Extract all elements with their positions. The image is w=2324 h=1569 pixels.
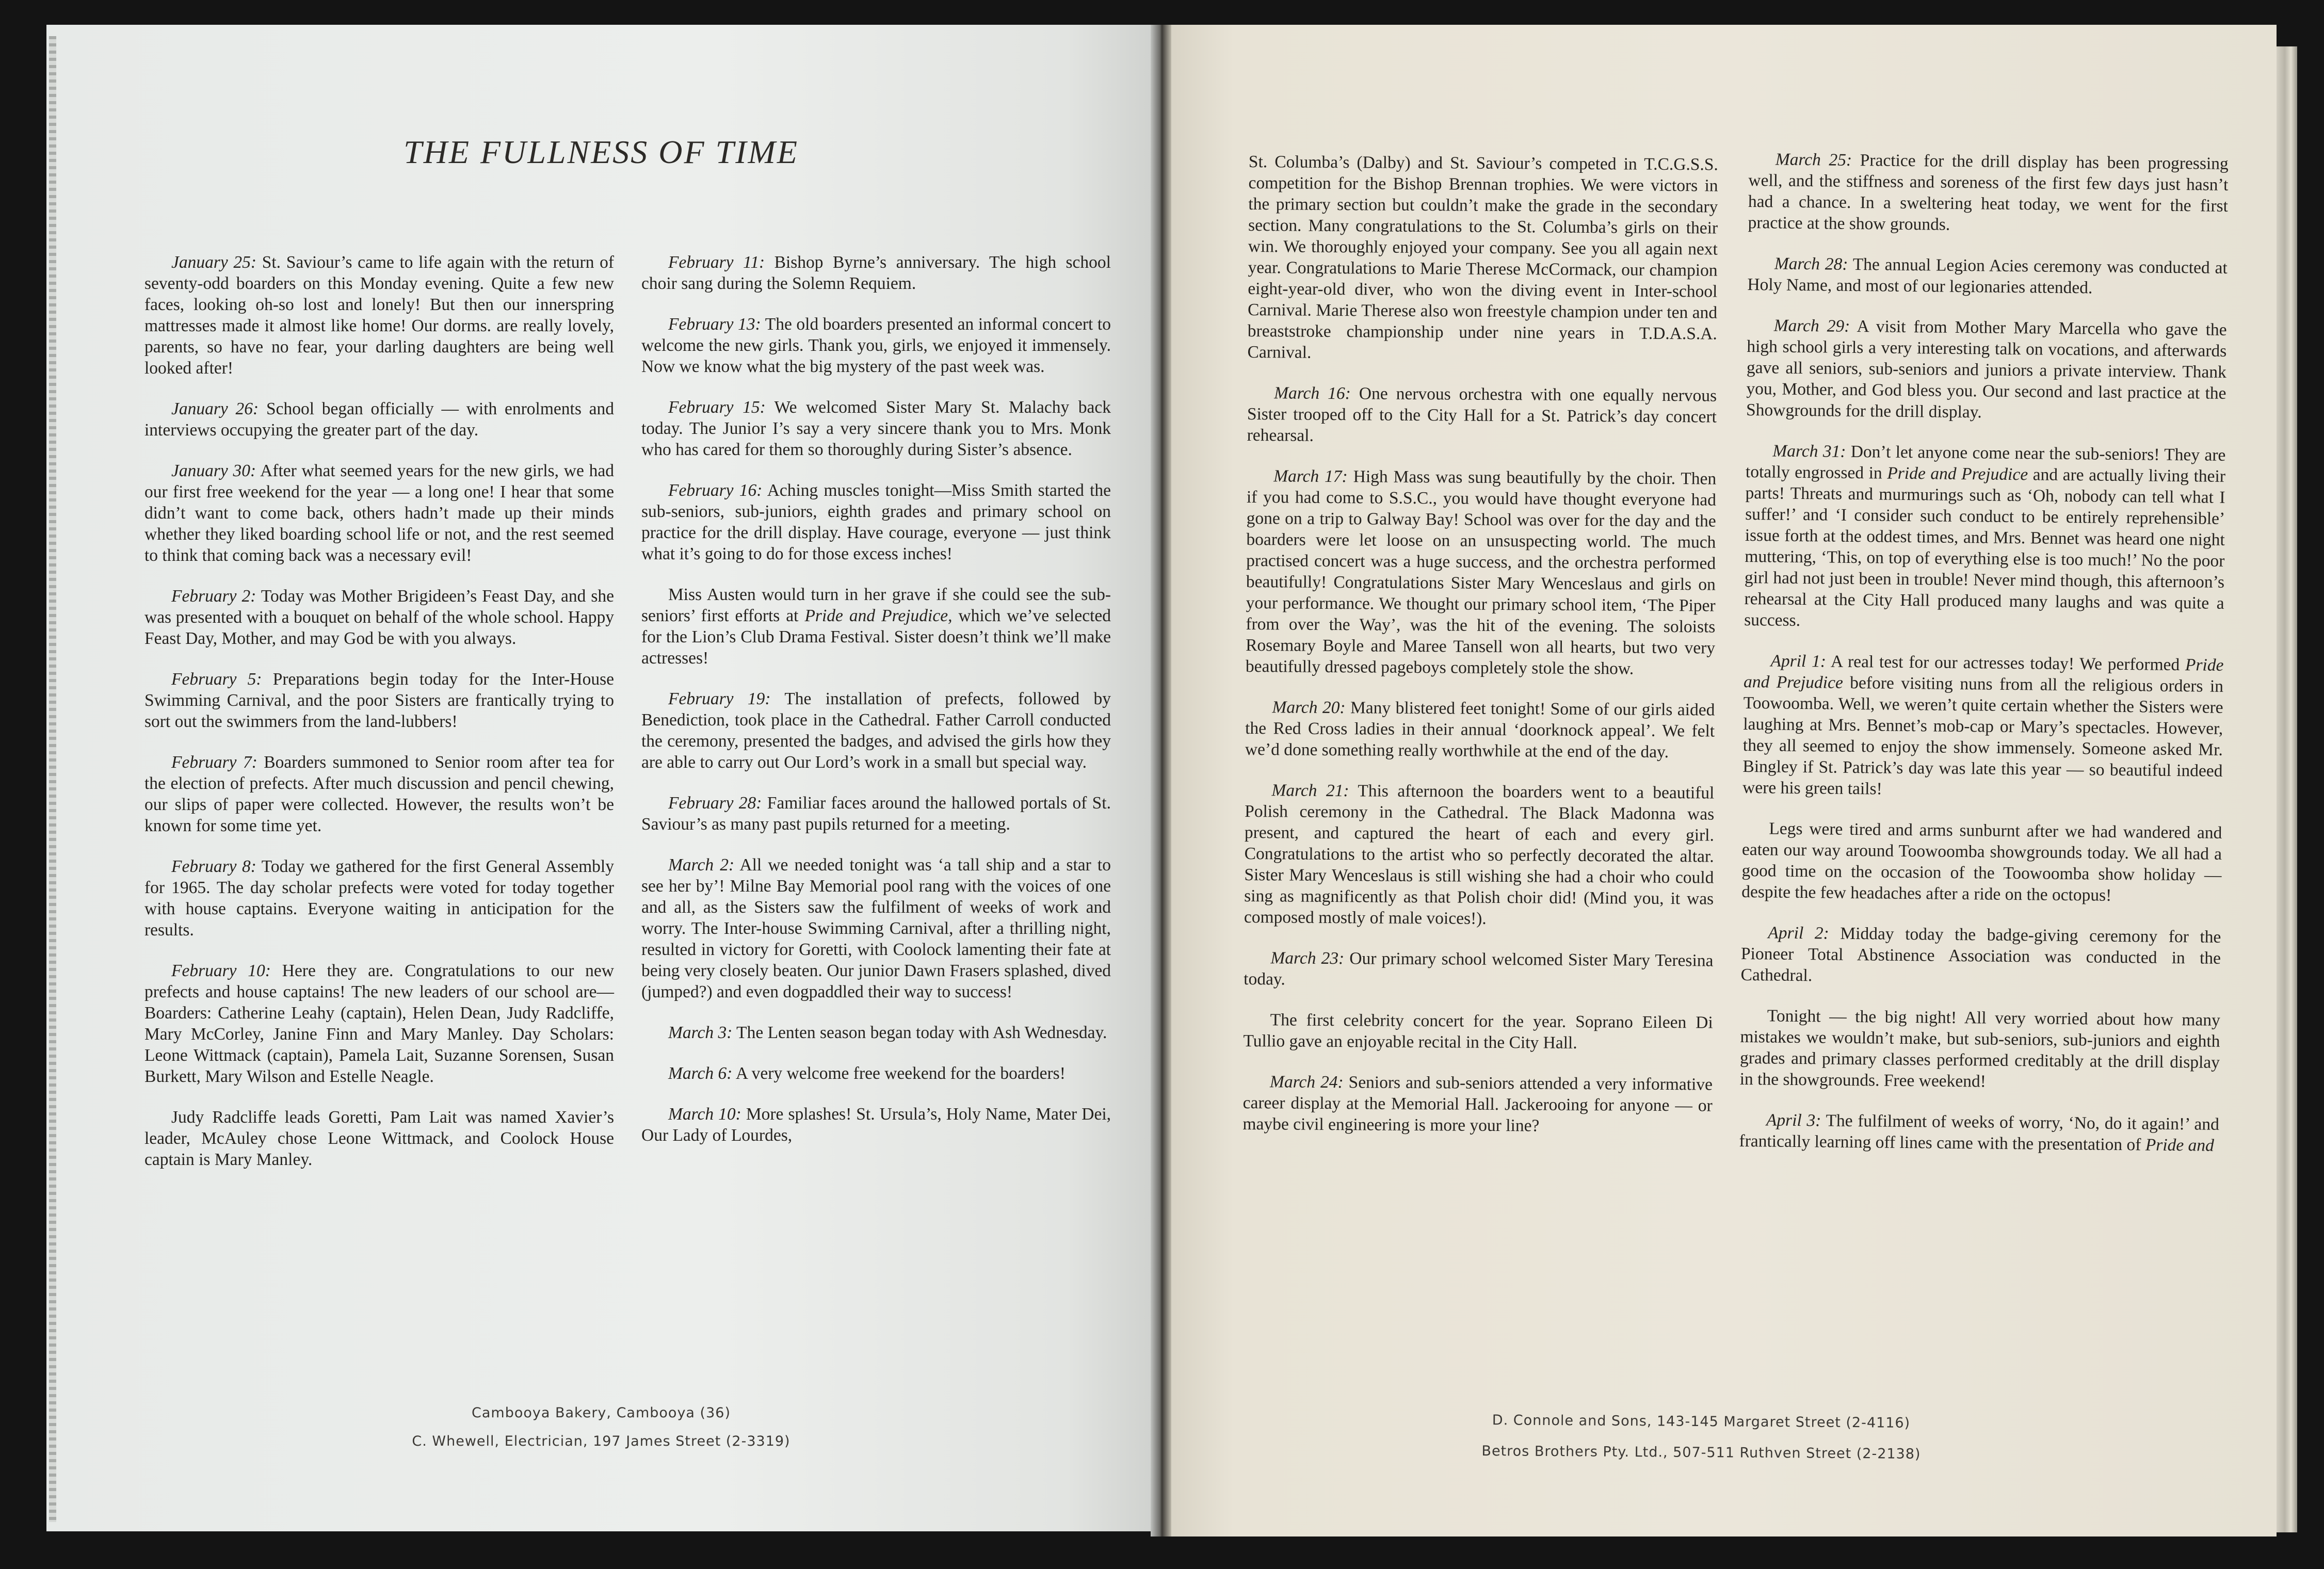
entry-text: Boarders summoned to Senior room after tea for the election of prefects. After much discussion and pencil chewing, our slips of paper were collected. However, the results won’t be known for some time yet.	[144, 753, 614, 835]
entry-text: Don’t let anyone come near the sub-seniors! They are totally engrossed in	[1745, 442, 2226, 483]
entry-date: April 1:	[1770, 651, 1827, 671]
diary-entry	[641, 854, 1111, 1002]
diary-entry	[1746, 315, 2227, 425]
entry-text: The old boarders presented an informal concert to welcome the new girls. Thank you, girls, we enjoyed it immensely. Now we know what the big mystery of the past week was.	[641, 315, 1111, 376]
entry-text: Today we gathered for the first General Assembly for 1965. The day scholar prefects were voted for today together with house captains. Everyone waiting in anticipation for the results.	[144, 857, 614, 940]
entry-text: Judy Radcliffe leads Goretti, Pam Lait was named Xavier’s leader, McAuley chose Leone Wittmack, and Coolock House captain is Mary Manley.	[144, 1108, 614, 1169]
entry-text: The installation of prefects, followed by Benediction, took place in the Cathedral. Father Carroll conducted the ceremony, presented the badges, and advised the girls how they are able to carry out Our Lord’s work in a small but special way.	[641, 689, 1111, 772]
entry-date: March 23:	[1270, 948, 1345, 968]
entry-text: One nervous orchestra with one equally nervous Sister trooped off to the City Hall for a St. Patrick’s day concert rehearsal.	[1247, 384, 1717, 445]
entry-text: Practice for the drill display has been progressing well, and the stiffness and soreness of the first few days just hasn’t had a chance. In a sweltering heat today, we went for the first practice at the show grounds.	[1748, 150, 2229, 234]
diary-entry	[1246, 465, 1716, 680]
entry-text: Preparations begin today for the Inter-House Swimming Carnival, and the poor Sisters are frantically trying to sort out the swimmers from the land-lubbers!	[144, 670, 614, 731]
diary-entry	[1244, 780, 1715, 931]
diary-entry	[1245, 697, 1715, 763]
entry-text: School began officially — with enrolments and interviews occupying the greater part of the day.	[144, 399, 615, 440]
right-page	[1167, 25, 2277, 1536]
entry-text: Midday today the badge-giving ceremony for the Pioneer Total Abstinence Association was conducted in the Cathedral.	[1740, 924, 2221, 985]
diary-entry	[641, 1063, 1111, 1084]
entry-date: April 3:	[1766, 1110, 1821, 1130]
entry-date: February 15:	[668, 398, 766, 417]
entry-date: April 2:	[1768, 923, 1829, 943]
entry-date: January 30:	[171, 461, 256, 480]
left-page	[46, 25, 1156, 1531]
advertisement-line: Betros Brothers Pty. Ltd., 507-511 Ruthven Street (2-2138)	[1481, 1443, 1921, 1462]
diary-entry	[144, 960, 614, 1087]
advertisement-line: C. Whewell, Electrician, 197 James Street (2-3319)	[412, 1433, 790, 1449]
entry-date: February 2:	[171, 587, 256, 606]
left-column-2	[641, 252, 1111, 1166]
entry-date: March 25:	[1775, 150, 1852, 170]
entry-title-italic: Pride and Prejudice	[1743, 655, 2224, 692]
diary-entry	[1247, 382, 1717, 449]
entry-text: Seniors and sub-seniors attended a very informative career display at the Memorial Hall. Jackerooing for anyone — or maybe civil engineering is more your line?	[1242, 1073, 1713, 1136]
advertisement-line: Cambooya Bakery, Cambooya (36)	[472, 1405, 731, 1421]
entry-text: Here they are. Congratulations to our new prefects and house captains! The new leaders of our school are—Boarders: Catherine Leahy (captain), Helen Dean, Judy Radcliffe, Mary McCorley, Janine Finn and Mary Manley. Day Scholars: Leone Wittmack (captain), Pamela Lait, Suzanne Sorensen, Susan Burkett, Mary Wilson and Estelle Neagle.	[144, 961, 614, 1086]
diary-entry	[1739, 1109, 2219, 1156]
entry-date: March 10:	[668, 1105, 741, 1124]
entry-title-italic: Pride and Prejudice,	[804, 606, 953, 625]
diary-entry	[144, 460, 614, 566]
diary-entry	[641, 584, 1111, 669]
entry-date: March 3:	[668, 1023, 733, 1042]
binding-edge	[49, 36, 56, 1522]
entry-text: and are actually living their parts! Threats and murmurings such as ‘Oh, nobody can tell what I suffer!’ and ‘I consider such conduct to be entirely reprehensible’ issue forth at the oddest times, and Mrs. Bennet was heard one night muttering, ‘This, on top of everything else is too much!’ No the poor girl had not just been in trouble! Never mind though, this afternoon’s rehearsal at the City Hall produced many laughs and was quite a success.	[1744, 465, 2226, 630]
entry-title-italic: Pride and	[2145, 1135, 2215, 1155]
entry-text: A real test for our actresses today! We performed	[1826, 652, 2186, 675]
diary-entry	[1748, 149, 2229, 238]
entry-date: February 7:	[171, 753, 257, 772]
diary-entry	[144, 856, 614, 941]
diary-entry	[144, 1107, 614, 1170]
entry-date: March 20:	[1272, 698, 1346, 718]
entry-date: March 29:	[1773, 316, 1850, 336]
entry-text: St. Saviour’s came to life again with the return of seventy-odd boarders on this Monday evening. Quite a few new faces, looking oh-so lost and lonely! But then our innerspring mattresses made it almost like home! Our dorms. are really lovely, parents, so have no fear, your darling daughters are being well looked after!	[144, 253, 614, 378]
diary-entry	[641, 397, 1111, 460]
entry-text: Legs were tired and arms sunburnt after we had wandered and eaten our way around Toowoomba showgrounds today. We all had a good time on the occasion of the Toowoomba show holiday — despite the few headaches after a ride on the octopus!	[1741, 819, 2222, 905]
entry-text: which we’ve selected for the Lion’s Club Drama Festival. Sister doesn’t think we’ll make actresses!	[641, 606, 1111, 668]
entry-text: The fulfilment of weeks of worry, ‘No, do it again!’ and frantically learning off lines came with the presentation of	[1739, 1111, 2220, 1155]
page-title: THE FULLNESS OF TIME	[404, 134, 799, 170]
diary-entry	[641, 314, 1111, 377]
diary-entry	[641, 1104, 1111, 1146]
entry-text: Miss Austen would turn in her grave if she could see the sub-seniors’ first efforts at	[641, 585, 1111, 625]
entry-text: The first celebrity concert for the year. Soprano Eileen Di Tullio gave an enjoyable recital in the City Hall.	[1243, 1010, 1713, 1053]
diary-entry	[641, 1022, 1111, 1043]
diary-entry	[144, 669, 614, 732]
diary-entry	[144, 586, 614, 649]
diary-entry	[1739, 1005, 2220, 1094]
entry-text: The annual Legion Acies ceremony was conducted at Holy Name, and most of our legionaries attended.	[1747, 254, 2228, 298]
diary-entry	[1243, 1009, 1713, 1055]
entry-text: Many blistered feet tonight! Some of our girls aided the Red Cross ladies in their annual ‘doorknock appeal’. We felt we’d done something really worthwhile at the end of the day.	[1245, 698, 1715, 762]
entry-text: A visit from Mother Mary Marcella who gave the high school girls a very interesting talk on vocations, and afterwards gave all seniors, sub-seniors and juniors a private interview. Thank you, Mother, and God bless you. Our second and last practice at the Showgrounds for the drill display.	[1746, 316, 2227, 422]
entry-date: March 28:	[1774, 254, 1848, 274]
entry-date: January 26:	[171, 399, 259, 418]
entry-date: March 16:	[1274, 383, 1351, 403]
diary-entry	[1747, 253, 2228, 300]
entry-text: before visiting nuns from all the religious orders in Toowoomba. Well, we weren’t quite certain whether the Sisters were laughing at Mrs. Bennet’s mob-cap or Mary’s spectacles. However, they all seemed to enjoy the show immensely. Someone asked Mr. Bingley if St. Patrick’s day was late this year — so beautiful indeed were his green tails!	[1742, 673, 2224, 799]
entry-date: February 8:	[171, 857, 256, 876]
entry-text: More splashes! St. Ursula’s, Holy Name, Mater Dei, Our Lady of Lourdes,	[641, 1105, 1111, 1145]
entry-text: The Lenten season began today with Ash Wednesday.	[732, 1023, 1107, 1042]
diary-entry	[144, 398, 614, 441]
entry-date: February 16:	[668, 481, 763, 500]
diary-entry	[1744, 440, 2225, 635]
advertisement-line: D. Connole and Sons, 143-145 Margaret Street (2-4116)	[1492, 1412, 1911, 1431]
entry-date: March 31:	[1772, 441, 1846, 461]
entry-date: January 25:	[171, 253, 257, 272]
right-column-2	[1739, 149, 2229, 1176]
entry-text: Bishop Byrne’s anniversary. The high school choir sang during the Solemn Requiem.	[641, 253, 1111, 293]
diary-entry	[1741, 818, 2222, 907]
diary-entry	[1247, 151, 1718, 366]
entry-text: Today was Mother Brigideen’s Feast Day, and she was presented with a bouquet on behalf of the whole school. Happy Feast Day, Mother, and may God be with you always.	[144, 587, 614, 648]
entry-text: Aching muscles tonight—Miss Smith started the sub-seniors, sub-juniors, eighth grades and primary school on practice for the drill display. Have courage, everyone — just think what it’s going to do for those excess inches!	[641, 481, 1111, 563]
diary-entry	[1742, 650, 2224, 803]
diary-entry	[1244, 947, 1713, 993]
diary-entry	[641, 252, 1111, 294]
entry-date: March 17:	[1273, 466, 1348, 487]
diary-entry	[144, 252, 614, 379]
entry-date: February 13:	[668, 315, 761, 334]
entry-date: February 11:	[668, 253, 765, 272]
entry-text: We welcomed Sister Mary St. Malachy back today. The Junior I’s say a very sincere thank you to Mrs. Monk who has cared for them so thoroughly during Sister’s absence.	[641, 398, 1111, 459]
entry-date: March 21:	[1271, 781, 1349, 801]
entry-text: All we needed tonight was ‘a tall ship and a star to see her by’! Milne Bay Memorial pool rang with the voices of one and all, as the Sisters saw the fulfilment of weeks of work and worry. The Inter-house Swimming Carnival, after a thrilling night, resulted in victory for Goretti, with Coolock lamenting their fate at being very closely beaten. Our junior Dawn Frasers splashed, dived (jumped?) and even dogpaddled their way to success!	[641, 855, 1111, 1001]
entry-text: Familiar faces around the hallowed portals of St. Saviour’s as many past pupils returned for a meeting.	[641, 794, 1111, 834]
entry-date: February 19:	[668, 689, 771, 708]
diary-entry	[1740, 922, 2221, 990]
entry-title-italic: Pride and Prejudice	[1887, 463, 2028, 484]
entry-text: St. Columba’s (Dalby) and St. Saviour’s competed in T.C.G.S.S. competition for the Bishop Brennan trophies. We were victors in the primary section but couldn’t make the grade in the secondary section. Many congratulations to the St. Columba’s girls on their win. We thoroughly enjoyed your company. See you all again next year. Congratulations to Marie Therese McCormack, our champion eight-year-old diver, who won the diving event in Inter-school Carnival. Marie Therese also won freestyle champion under ten and breaststroke championship under nine years in T.D.A.S.A. Carnival.	[1247, 152, 1718, 362]
diary-entry	[641, 480, 1111, 564]
entry-text: After what seemed years for the new girls, we had our first free weekend for the year — a long one! I hear that some didn’t want to come back, others hadn’t made up their minds whether they liked boarding school life or not, and the rest seemed to think that coming back was a necessary evil!	[144, 461, 614, 565]
entry-date: February 5:	[171, 670, 262, 689]
entry-text: High Mass was sung beautifully by the choir. Then if you had come to S.S.C., you would have thought everyone had gone on a trip to Galway Bay! School was over for the day and the boarders were let loose on an unsuspecting world. The much practised concert was a huge success, and the orchestra performed beautifully! Congratulations Sister Mary Wenceslaus and girls on your performance. We thought our primary school item, ‘The Piper from over the Way’, was the hit of the evening. The soloists Rosemary Boyle and Maree Tansell won all hearts, but two very beautifully dressed pageboys completely stole the show.	[1245, 467, 1717, 678]
entry-date: March 24:	[1269, 1072, 1344, 1092]
entry-text: Tonight — the big night! All very worried about how many mistakes we wouldn’t make, but sub-seniors, sub-juniors and eighth grades and primary classes performed creditably at the drill display in the showgrounds. Free weekend!	[1739, 1006, 2221, 1091]
diary-entry	[641, 792, 1111, 835]
entry-date: February 28:	[668, 794, 762, 813]
entry-text: A very welcome free weekend for the boarders!	[732, 1064, 1066, 1083]
diary-entry	[641, 688, 1111, 773]
page-stack-edge	[2277, 46, 2297, 1532]
entry-text: Our primary school welcomed Sister Mary Teresina today.	[1244, 949, 1714, 989]
diary-entry	[1242, 1071, 1713, 1138]
book-gutter	[1151, 25, 1171, 1536]
entry-date: February 10:	[171, 961, 271, 980]
entry-date: March 2:	[668, 855, 735, 875]
right-column-1	[1242, 151, 1718, 1157]
diary-entry	[144, 752, 614, 836]
left-column-1	[144, 252, 614, 1190]
entry-date: March 6:	[668, 1064, 733, 1083]
entry-text: This afternoon the boarders went to a beautiful Polish ceremony in the Cathedral. The Black Madonna was present, and captured the heart of each and every girl. Congratulations to the artist who so perfectly decorated the altar. Sister Mary Wenceslaus is still wishing she had a choir who could sing as magnificently as that Polish choir did! (Mind you, it was composed mostly of male voices!).	[1244, 781, 1715, 928]
